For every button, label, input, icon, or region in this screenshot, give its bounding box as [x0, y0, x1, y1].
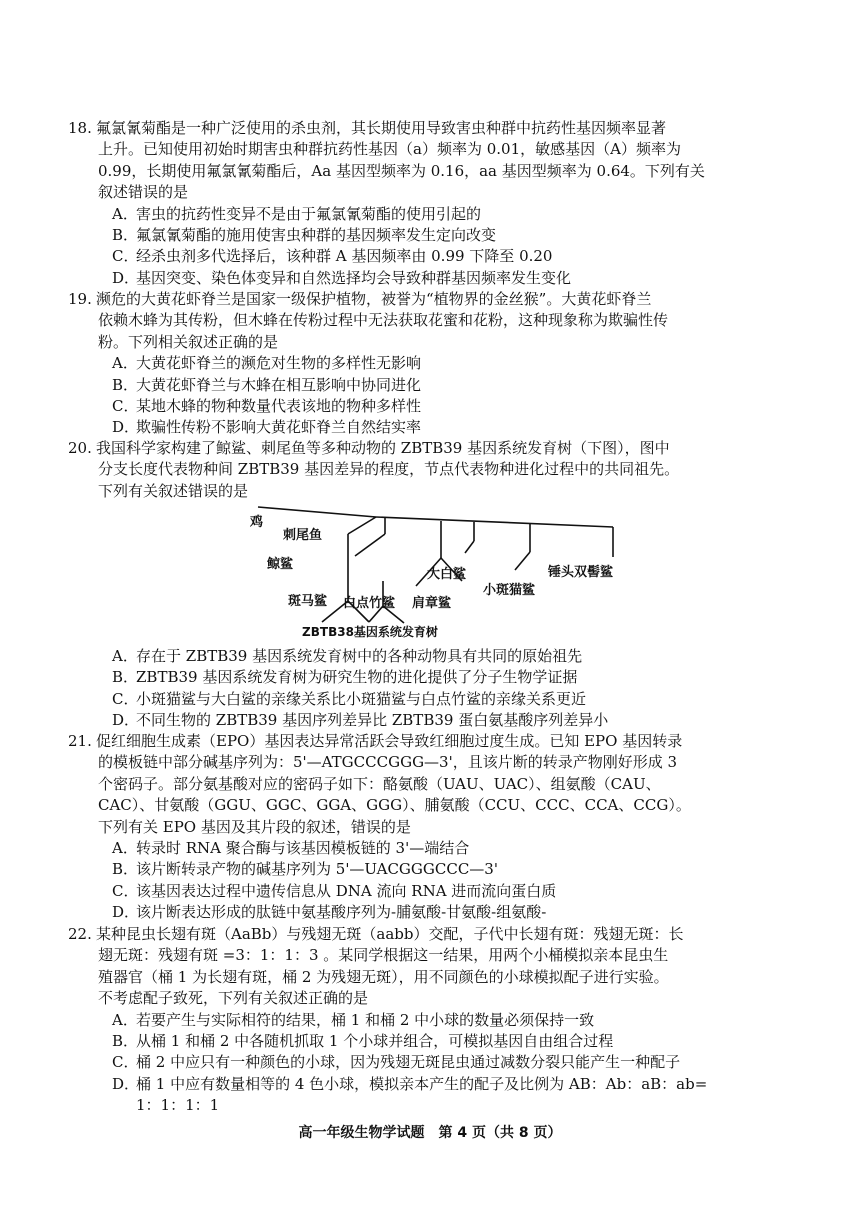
question-stem: 21. 促红细胞生成素（EPO）基因表达异常活跃会导致红细胞过度生成。已知 EPO 基因转录 的模板链中部分碱基序列为：5'—ATGCCCGGG—3'，且该片断的转录产物刚好形成 3 个密码子。部分氨基酸对应的密码子如下：酪氨酸（UAU、UAC）、组氨酸（CAU、 CAC）、甘氨酸（GGU、GGC、GGA、GGG）、脯氨酸（CCU、CCC、CCA、CCG）。 下列有关 EPO 基因及其片段的叙述，错误的是 [68, 732, 691, 836]
question-stem: 20. 我国科学家构建了鲸鲨、刺尾鱼等多种动物的 ZBTB39 基因系统发育树（下图），图中 分支长度代表物种间 ZBTB39 基因差异的程度，节点代表物种进化过程中的共同祖先。 下列有关叙述错误的是 [68, 439, 680, 500]
question-number: 22. [68, 925, 92, 943]
option-c[interactable]: C．小斑猫鲨与大白鲨的亲缘关系比小斑猫鲨与白点竹鲨的亲缘关系更近 [112, 689, 587, 708]
option-a[interactable]: A．若要产生与实际相符的结果，桶 1 和桶 2 中小球的数量必须保持一致 [112, 1010, 595, 1029]
question-19 [68, 289, 778, 439]
species-label: 锤头双髻鲨 [548, 565, 614, 580]
option-b[interactable]: B．氟氯氰菊酯的施用使害虫种群的基因频率发生定向改变 [112, 226, 497, 245]
option-d[interactable]: D．该片断表达形成的肽链中氨基酸序列为-脯氨酸-甘氨酸-组氨酸- [112, 903, 547, 922]
question-20 [68, 438, 778, 502]
question-stem: 22. 某种昆虫长翅有斑（AaBb）与残翅无斑（aabb）交配，子代中长翅有斑：残翅无斑：长 翅无斑：残翅有斑 =3：1：1：3 。某同学根据这一结果，用两个小桶模拟亲本昆虫生 殖器官（桶 1 为长翅有斑，桶 2 为残翅无斑），用不同颜色的小球模拟配子进行实验。 不考虑配子致死，下列有关叙述正确的是 [68, 925, 684, 1008]
species-label: 鲸鲨 [267, 557, 294, 572]
option-b[interactable]: B．从桶 1 和桶 2 中各随机抓取 1 个小球并组合，可模拟基因自由组合过程 [112, 1032, 614, 1051]
option-b[interactable]: B．该片断转录产物的碱基序列为 5'—UACGGGCCC—3' [112, 860, 498, 879]
question-number: 19. [68, 290, 92, 308]
question-21 [68, 731, 778, 924]
question-20-options [98, 646, 778, 732]
question-number: 18. [68, 119, 92, 137]
option-a[interactable]: A．害虫的抗药性变异不是由于氟氯氰菊酯的使用引起的 [112, 204, 482, 223]
species-label: 斑马鲨 [288, 594, 328, 609]
option-a[interactable]: A．存在于 ZBTB39 基因系统发育树中的各种动物具有共同的原始祖先 [112, 647, 583, 665]
species-label: 鸡 [250, 515, 264, 530]
phylogenetic-tree-figure [240, 494, 640, 646]
option-b[interactable]: B．ZBTB39 基因系统发育树为研究生物的进化提供了分子生物学证据 [112, 668, 578, 687]
option-d[interactable]: D．不同生物的 ZBTB39 基因序列差异比 ZBTB39 蛋白氨基酸序列差异小 [112, 711, 609, 730]
figure-caption: ZBTB38基因系统发育树 [302, 625, 438, 639]
option-d[interactable]: D．基因突变、染色体变异和自然选择均会导致种群基因频率发生变化 [112, 268, 572, 287]
option-d[interactable]: D．桶 1 中应有数量相等的 4 色小球，模拟亲本产生的配子及比例为 AB：Ab：aB：ab= 1：1：1：1 [112, 1074, 708, 1115]
option-c[interactable]: C．某地木蜂的物种数量代表该地的物种多样性 [112, 397, 422, 416]
species-label: 小斑猫鲨 [483, 583, 536, 598]
question-stem: 19. 濒危的大黄花虾脊兰是国家一级保护植物，被誉为“植物界的金丝猴”。大黄花虾脊兰 依赖木蜂为其传粉，但木蜂在传粉过程中无法获取花蜜和花粉，这种现象称为欺骗性传 粉。下列相关叙述正确的是 [68, 290, 669, 351]
question-18 [68, 118, 778, 289]
option-b[interactable]: B．大黄花虾脊兰与木蜂在相互影响中协同进化 [112, 375, 422, 394]
question-number: 21. [68, 732, 92, 750]
option-c[interactable]: C．桶 2 中应只有一种颜色的小球，因为残翅无斑昆虫通过减数分裂只能产生一种配子 [112, 1053, 681, 1072]
species-label: 白点竹鲨 [343, 596, 396, 611]
question-22 [68, 924, 778, 1117]
question-number: 20. [68, 439, 92, 457]
option-c[interactable]: C．经杀虫剂多代选择后，该种群 A 基因频率由 0.99 下降至 0.20 [112, 247, 553, 266]
option-a[interactable]: A．转录时 RNA 聚合酶与该基因模板链的 3'—端结合 [112, 839, 470, 858]
page-footer: 高一年级生物学试题 第 4 页（共 8 页） [298, 1125, 562, 1141]
species-label: 大白鲨 [427, 567, 467, 582]
species-label: 刺尾鱼 [283, 528, 323, 543]
option-a[interactable]: A．大黄花虾脊兰的濒危对生物的多样性无影响 [112, 354, 422, 373]
option-c[interactable]: C．该基因表达过程中遗传信息从 DNA 流向 RNA 进而流向蛋白质 [112, 881, 557, 900]
species-label: 肩章鲨 [412, 596, 452, 611]
question-stem: 18. 氟氯氰菊酯是一种广泛使用的杀虫剂，其长期使用导致害虫种群中抗药性基因频率显著 上升。已知使用初始时期害虫种群抗药性基因（a）频率为 0.01，敏感基因（A）频率为 0.99，长期使用氟氯氰菊酯后，Aa 基因型频率为 0.16，aa 基因型频率为 0.64。下列有关 叙述错误的是 [68, 119, 705, 202]
option-d[interactable]: D．欺骗性传粉不影响大黄花虾脊兰自然结实率 [112, 418, 422, 437]
